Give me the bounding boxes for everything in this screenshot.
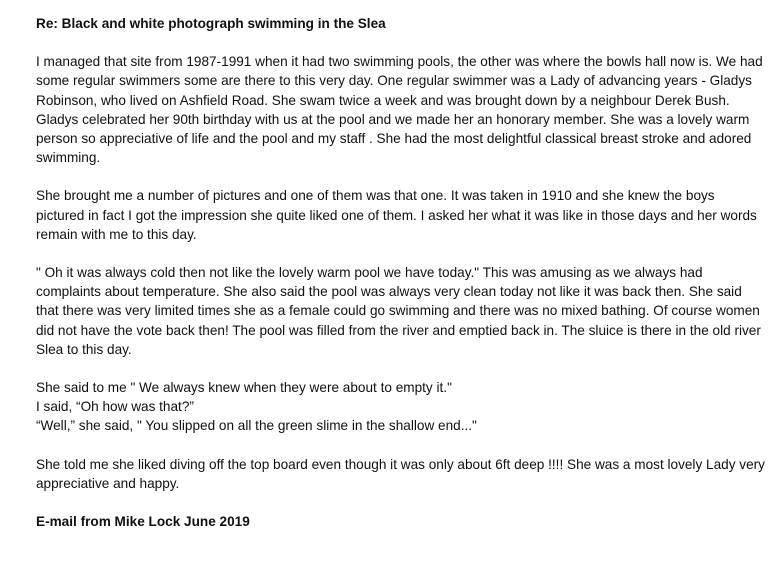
paragraph-cold-pool: " Oh it was always cold then not like the lovely warm pool we have today." This was amusing as we always had complaints about temperature. She also said the pool was always very clean today not like it was back then. She said that there was very limited times she as a female could go swimming and there was no mixed bathing. Of course women did not have the vote back then! The pool was filled from the river and emptied back in. The sluice is there in the old river Slea to this day.	[36, 265, 761, 357]
paragraph-diving-board: She told me she liked diving off the top board even though it was only about 6ft deep !!!! She was a most lovely Lady very appreciative and happy.	[36, 456, 765, 491]
document	[36, 14, 766, 531]
dialogue-line: She said to me " We always knew when they were about to empty it."	[36, 380, 452, 396]
document-title: Re: Black and white photograph swimming in the Slea	[36, 16, 386, 31]
paragraph-site-history: I managed that site from 1987-1991 when it had two swimming pools, the other was where the bowls hall now is. We had some regular swimmers some are there to this very day. One regular swimmer was a Lady of advancing years - Gladys Robinson, who lived on Ashfield Road. She swam twice a week and was brought down by a neighbour Derek Bush. Gladys celebrated her 90th birthday with us at the pool and we made her an honorary member. She was a lovely warm person so appreciative of life and the pool and my staff . She had the most delightful classical breast stroke and adored swimming.	[36, 54, 763, 166]
email-signature: E-mail from Mike Lock June 2019	[36, 514, 250, 530]
dialogue-line: “Well,” she said, " You slipped on all the green slime in the shallow end..."	[36, 418, 477, 434]
dialogue-line: I said, “Oh how was that?”	[36, 399, 194, 415]
dialogue-block	[36, 378, 766, 436]
paragraph-photographs: She brought me a number of pictures and one of them was that one. It was taken in 1910 and she knew the boys pictured in fact I got the impression she quite liked one of them. I asked her what it was like in those days and her words remain with me to this day.	[36, 188, 757, 242]
